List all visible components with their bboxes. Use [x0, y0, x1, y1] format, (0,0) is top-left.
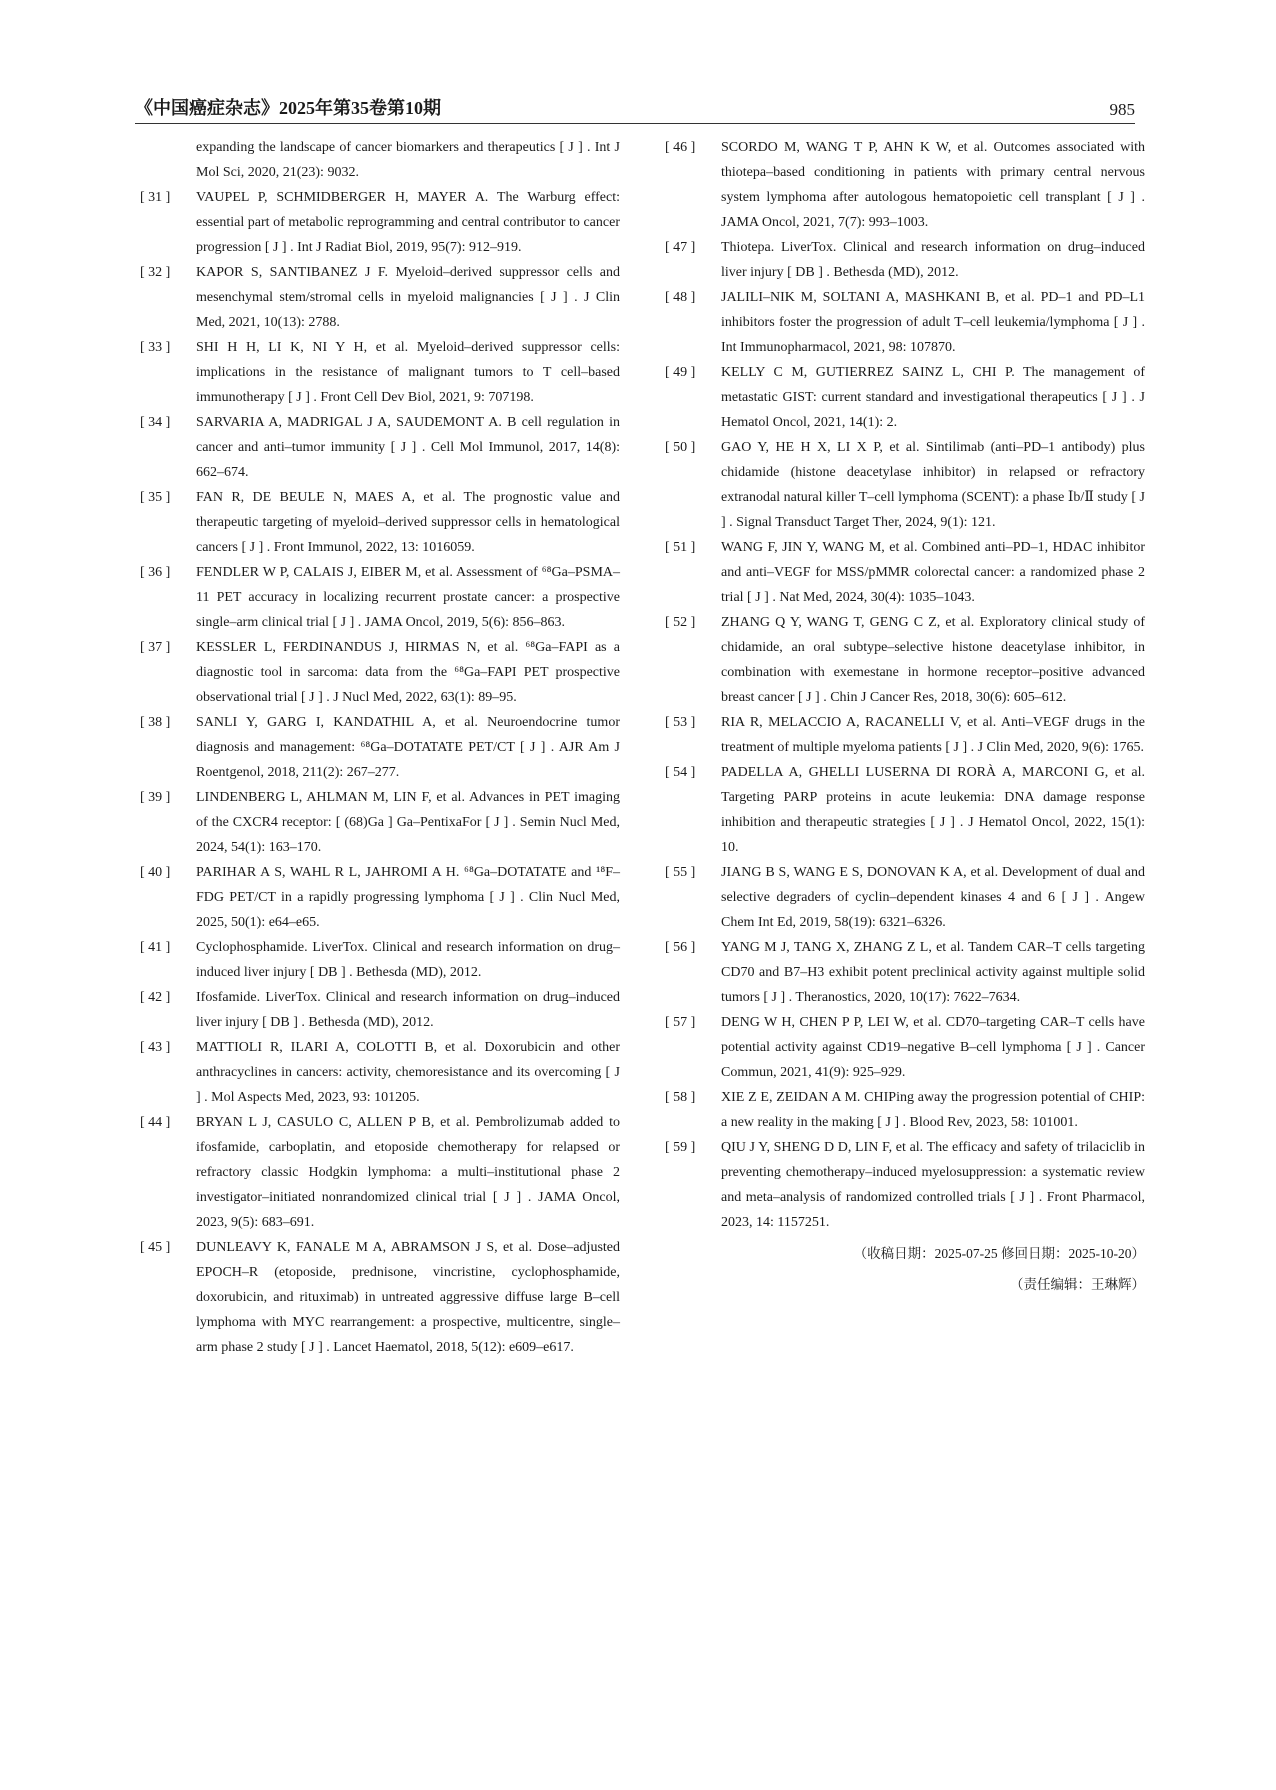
reference-number: [ 59 ]	[665, 1140, 696, 1155]
reference-text: RIA R, MELACCIO A, RACANELLI V, et al. Anti–VEGF drugs in the treatment of multiple myeloma patients [ J ] . J Clin Med, 2020, 9(6): 1765.	[721, 715, 1145, 755]
reference-number: [ 51 ]	[665, 540, 696, 555]
left-reference-list	[140, 185, 620, 1360]
reference-item	[665, 1085, 1145, 1135]
reference-item	[665, 860, 1145, 935]
reference-text: FENDLER W P, CALAIS J, EIBER M, et al. Assessment of ⁶⁸Ga–PSMA–11 PET accuracy in localizing recurrent prostate cancer: a prospective single–arm clinical trial [ J ] . JAMA Oncol, 2019, 5(6): 856–863.	[196, 565, 620, 630]
reference-text: Thiotepa. LiverTox. Clinical and research information on drug–induced liver injury [ DB ] . Bethesda (MD), 2012.	[721, 240, 1145, 280]
reference-text: BRYAN L J, CASULO C, ALLEN P B, et al. Pembrolizumab added to ifosfamide, carboplatin, and etoposide chemotherapy for relapsed or refractory classic Hodgkin lymphoma: a multi–institutional phase 2 investigator–initiated nonrandomized clinical trial [ J ] . JAMA Oncol, 2023, 9(5): 683–691.	[196, 1115, 620, 1230]
reference-text: FAN R, DE BEULE N, MAES A, et al. The prognostic value and therapeutic targeting of myeloid–derived suppressor cells in hematological cancers [ J ] . Front Immunol, 2022, 13: 1016059.	[196, 490, 620, 555]
reference-number: [ 56 ]	[665, 940, 696, 955]
reference-text: WANG F, JIN Y, WANG M, et al. Combined anti–PD–1, HDAC inhibitor and anti–VEGF for MSS/pMMR colorectal cancer: a randomized phase 2 trial [ J ] . Nat Med, 2024, 30(4): 1035–1043.	[721, 540, 1145, 605]
reference-text: LINDENBERG L, AHLMAN M, LIN F, et al. Advances in PET imaging of the CXCR4 receptor: [ (68)Ga ] Ga–PentixaFor [ J ] . Semin Nucl Med, 2024, 54(1): 163–170.	[196, 790, 620, 855]
reference-text: PARIHAR A S, WAHL R L, JAHROMI A H. ⁶⁸Ga–DOTATATE and ¹⁸F–FDG PET/CT in a rapidly progressing lymphoma [ J ] . Clin Nucl Med, 2025, 50(1): e64–e65.	[196, 865, 620, 930]
reference-number: [ 43 ]	[140, 1040, 171, 1055]
reference-number: [ 47 ]	[665, 240, 696, 255]
reference-text: Ifosfamide. LiverTox. Clinical and research information on drug–induced liver injury [ DB ] . Bethesda (MD), 2012.	[196, 990, 620, 1030]
page-number: 985	[1109, 100, 1135, 119]
reference-number: [ 50 ]	[665, 440, 696, 455]
reference-number: [ 48 ]	[665, 290, 696, 305]
reference-number: [ 49 ]	[665, 365, 696, 380]
right-column	[665, 135, 1145, 1297]
right-reference-list	[665, 135, 1145, 1235]
reference-item	[140, 485, 620, 560]
reference-item	[140, 185, 620, 260]
reference-text: XIE Z E, ZEIDAN A M. CHIPing away the progression potential of CHIP: a new reality in the making [ J ] . Blood Rev, 2023, 58: 101001.	[721, 1090, 1145, 1130]
reference-item	[665, 135, 1145, 235]
reference-text: YANG M J, TANG X, ZHANG Z L, et al. Tandem CAR–T cells targeting CD70 and B7–H3 exhibit potent preclinical activity against multiple solid tumors [ J ] . Theranostics, 2020, 10(17): 7622–7634.	[721, 940, 1145, 1005]
reference-item	[665, 935, 1145, 1010]
reference-number: [ 31 ]	[140, 190, 171, 205]
reference-item	[140, 635, 620, 710]
reference-text: SHI H H, LI K, NI Y H, et al. Myeloid–derived suppressor cells: implications in the resistance of malignant tumors to T cell–based immunotherapy [ J ] . Front Cell Dev Biol, 2021, 9: 707198.	[196, 340, 620, 405]
left-column	[140, 135, 620, 1360]
reference-number: [ 57 ]	[665, 1015, 696, 1030]
reference-number: [ 46 ]	[665, 140, 696, 155]
reference-number: [ 40 ]	[140, 865, 171, 880]
reference-text: GAO Y, HE H X, LI X P, et al. Sintilimab (anti–PD–1 antibody) plus chidamide (histone deacetylase inhibitor) in relapsed or refractory extranodal natural killer T–cell lymphoma (SCENT): a phase Ⅰb/Ⅱ study [ J ] . Signal Transduct Target Ther, 2024, 9(1): 121.	[721, 440, 1145, 530]
reference-text: DUNLEAVY K, FANALE M A, ABRAMSON J S, et al. Dose–adjusted EPOCH–R (etoposide, prednisone, vincristine, cyclophosphamide, doxorubicin, and rituximab) in untreated aggressive diffuse large B–cell lymphoma with MYC rearrangement: a prospective, multicentre, single–arm phase 2 study [ J ] . Lancet Haematol, 2018, 5(12): e609–e617.	[196, 1240, 620, 1355]
reference-text: PADELLA A, GHELLI LUSERNA DI RORÀ A, MARCONI G, et al. Targeting PARP proteins in acute leukemia: DNA damage response inhibition and therapeutic strategies [ J ] . J Hematol Oncol, 2022, 15(1): 10.	[721, 765, 1145, 855]
reference-item	[140, 1110, 620, 1235]
reference-item	[140, 935, 620, 985]
reference-text: JIANG B S, WANG E S, DONOVAN K A, et al. Development of dual and selective degraders of cyclin–dependent kinases 4 and 6 [ J ] . Angew Chem Int Ed, 2019, 58(19): 6321–6326.	[721, 865, 1145, 930]
reference-number: [ 36 ]	[140, 565, 171, 580]
reference-number: [ 54 ]	[665, 765, 696, 780]
reference-number: [ 45 ]	[140, 1240, 171, 1255]
reference-item	[140, 1035, 620, 1110]
reference-text: SCORDO M, WANG T P, AHN K W, et al. Outcomes associated with thiotepa–based conditioning in patients with primary central nervous system lymphoma after autologous hematopoietic cell transplant [ J ] . JAMA Oncol, 2021, 7(7): 993–1003.	[721, 140, 1145, 230]
reference-text: SARVARIA A, MADRIGAL J A, SAUDEMONT A. B cell regulation in cancer and anti–tumor immunity [ J ] . Cell Mol Immunol, 2017, 14(8): 662–674.	[196, 415, 620, 480]
reference-text: SANLI Y, GARG I, KANDATHIL A, et al. Neuroendocrine tumor diagnosis and management: ⁶⁸Ga–DOTATATE PET/CT [ J ] . AJR Am J Roentgenol, 2018, 211(2): 267–277.	[196, 715, 620, 780]
reference-number: [ 42 ]	[140, 990, 171, 1005]
reference-item	[140, 985, 620, 1035]
reference-text: ZHANG Q Y, WANG T, GENG C Z, et al. Exploratory clinical study of chidamide, an oral subtype–selective histone deacetylase inhibitor, in combination with exemestane in hormone receptor–positive advanced breast cancer [ J ] . Chin J Cancer Res, 2018, 30(6): 605–612.	[721, 615, 1145, 705]
reference-item	[665, 760, 1145, 860]
reference-text: MATTIOLI R, ILARI A, COLOTTI B, et al. Doxorubicin and other anthracyclines in cancers: activity, chemoresistance and its overcoming [ J ] . Mol Aspects Med, 2023, 93: 101205.	[196, 1040, 620, 1105]
reference-item	[665, 435, 1145, 535]
reference-number: [ 34 ]	[140, 415, 171, 430]
reference-number: [ 38 ]	[140, 715, 171, 730]
reference-item	[665, 1010, 1145, 1085]
reference-number: [ 52 ]	[665, 615, 696, 630]
reference-item	[665, 535, 1145, 610]
reference-item	[665, 1135, 1145, 1235]
reference-item	[665, 235, 1145, 285]
reference-text: DENG W H, CHEN P P, LEI W, et al. CD70–targeting CAR–T cells have potential activity against CD19–negative B–cell lymphoma [ J ] . Cancer Commun, 2021, 41(9): 925–929.	[721, 1015, 1145, 1080]
reference-item	[665, 610, 1145, 710]
page-header	[135, 97, 1135, 124]
reference-number: [ 41 ]	[140, 940, 171, 955]
reference-item	[140, 335, 620, 410]
reference-text: JALILI–NIK M, SOLTANI A, MASHKANI B, et al. PD–1 and PD–L1 inhibitors foster the progression of adult T–cell leukemia/lymphoma [ J ] . Int Immunopharmacol, 2021, 98: 107870.	[721, 290, 1145, 355]
reference-item	[140, 710, 620, 785]
reference-item	[665, 360, 1145, 435]
reference-number: [ 35 ]	[140, 490, 171, 505]
reference-item	[140, 560, 620, 635]
reference-text: Cyclophosphamide. LiverTox. Clinical and research information on drug–induced liver injury [ DB ] . Bethesda (MD), 2012.	[196, 940, 620, 980]
reference-text: VAUPEL P, SCHMIDBERGER H, MAYER A. The Warburg effect: essential part of metabolic reprogramming and central contributor to cancer progression [ J ] . Int J Radiat Biol, 2019, 95(7): 912–919.	[196, 190, 620, 255]
reference-number: [ 33 ]	[140, 340, 171, 355]
received-revised-dates: （收稿日期：2025-07-25 修回日期：2025-10-20）	[853, 1246, 1145, 1261]
reference-item	[665, 710, 1145, 760]
reference-text: QIU J Y, SHENG D D, LIN F, et al. The efficacy and safety of trilaciclib in preventing chemotherapy–induced myelosuppression: a systematic review and meta–analysis of randomized controlled trials [ J ] . Front Pharmacol, 2023, 14: 1157251.	[721, 1140, 1145, 1230]
reference-item	[140, 860, 620, 935]
reference-number: [ 39 ]	[140, 790, 171, 805]
reference-number: [ 58 ]	[665, 1090, 696, 1105]
reference-text: KESSLER L, FERDINANDUS J, HIRMAS N, et al. ⁶⁸Ga–FAPI as a diagnostic tool in sarcoma: data from the ⁶⁸Ga–FAPI PET prospective observational trial [ J ] . J Nucl Med, 2022, 63(1): 89–95.	[196, 640, 620, 705]
reference-text: KAPOR S, SANTIBANEZ J F. Myeloid–derived suppressor cells and mesenchymal stem/stromal cells in myeloid malignancies [ J ] . J Clin Med, 2021, 10(13): 2788.	[196, 265, 620, 330]
reference-item	[140, 410, 620, 485]
reference-number: [ 37 ]	[140, 640, 171, 655]
reference-item	[140, 1235, 620, 1360]
journal-title: 《中国癌症杂志》2025年第35卷第10期	[135, 98, 441, 118]
reference-text: KELLY C M, GUTIERREZ SAINZ L, CHI P. The management of metastatic GIST: current standard and investigational therapeutics [ J ] . J Hematol Oncol, 2021, 14(1): 2.	[721, 365, 1145, 430]
reference-item	[665, 285, 1145, 360]
reference-item	[140, 260, 620, 335]
reference-item	[140, 785, 620, 860]
reference-continuation: expanding the landscape of cancer biomarkers and therapeutics [ J ] . Int J Mol Sci, 2020, 21(23): 9032.	[196, 140, 620, 180]
reference-number: [ 32 ]	[140, 265, 171, 280]
reference-number: [ 53 ]	[665, 715, 696, 730]
responsible-editor: （责任编辑：王琳辉）	[1010, 1277, 1145, 1292]
reference-number: [ 55 ]	[665, 865, 696, 880]
reference-number: [ 44 ]	[140, 1115, 171, 1130]
